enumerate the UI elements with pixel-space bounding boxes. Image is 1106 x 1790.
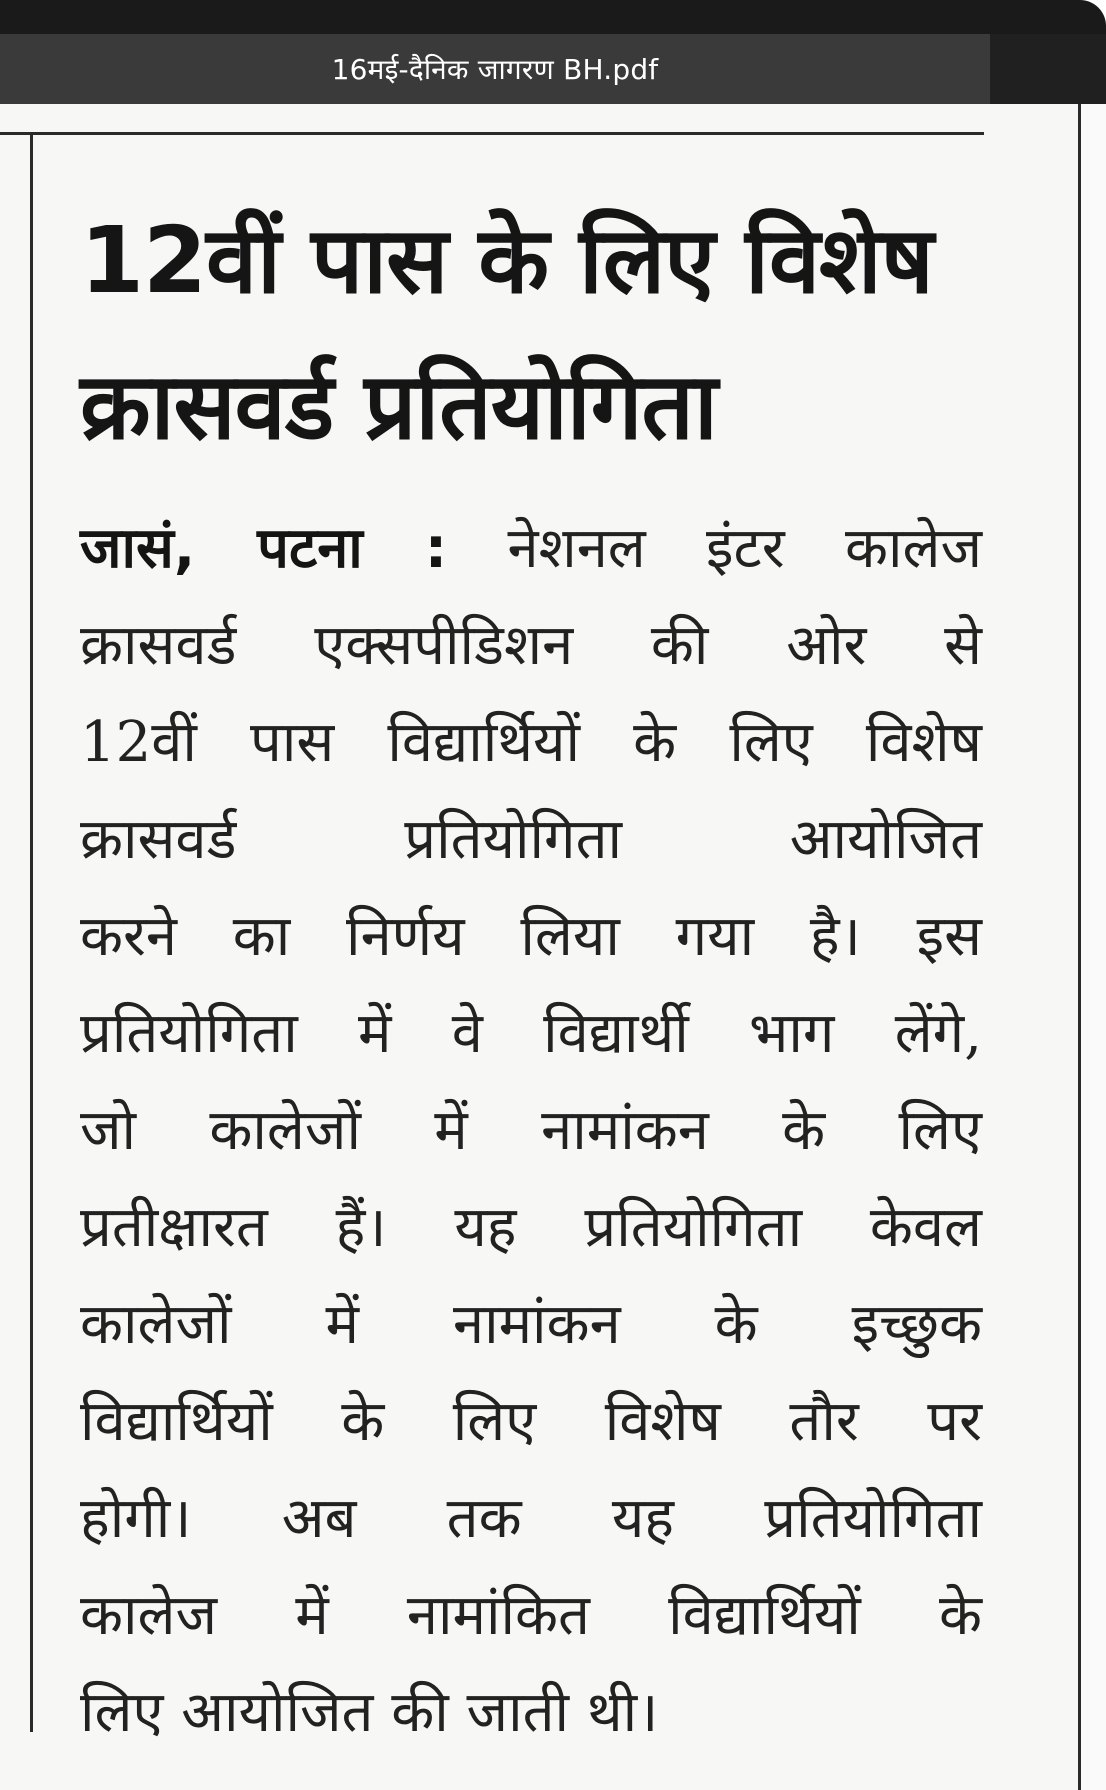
body-line: क्रासवर्ड प्रतियोगिता आयोजित [80, 807, 982, 872]
document-title: 16मई-दैनिक जागरण BH.pdf [331, 53, 659, 86]
article-headline [80, 188, 990, 480]
body-line: क्रासवर्ड एक्सपीडिशन की ओर से [80, 613, 982, 678]
body-line: 12वीं पास विद्यार्थियों के लिए विशेष [80, 710, 982, 775]
body-line: प्रतियोगिता में वे विद्यार्थी भाग लेंगे, [80, 1001, 982, 1066]
body-line: कालेज में नामांकित विद्यार्थियों के [80, 1583, 982, 1648]
headline-line-1: 12वीं पास के लिए विशेष [80, 207, 933, 314]
dateline: जासं, पटना [80, 516, 363, 581]
article-body [80, 500, 982, 1761]
body-line [80, 500, 982, 597]
dateline-separator: : [362, 516, 448, 581]
column-right-rule [1078, 104, 1081, 1790]
newspaper-clipping [0, 104, 1080, 1790]
body-line: विद्यार्थियों के लिए विशेष तौर पर [80, 1389, 982, 1454]
body-line: करने का निर्णय लिया गया है। इस [80, 904, 982, 969]
window-top-strip [0, 0, 1106, 34]
body-line-text: नेशनल इंटर कालेज [507, 516, 983, 581]
body-line: होगी। अब तक यह प्रतियोगिता [80, 1486, 982, 1551]
headline-line-2: क्रासवर्ड प्रतियोगिता [80, 353, 717, 460]
body-line: कालेजों में नामांकन के इच्छुक [80, 1292, 982, 1357]
body-line: लिए आयोजित की जाती थी। [80, 1680, 659, 1745]
viewer-title-bar [0, 34, 990, 104]
title-bar-edge [990, 34, 1106, 104]
body-line: जो कालेजों में नामांकन के लिए [80, 1098, 982, 1163]
body-line: प्रतीक्षारत हैं। यह प्रतियोगिता केवल [80, 1195, 982, 1260]
column-top-rule [0, 132, 984, 135]
column-left-rule [30, 132, 33, 1732]
pdf-page-area[interactable] [0, 104, 1106, 1790]
